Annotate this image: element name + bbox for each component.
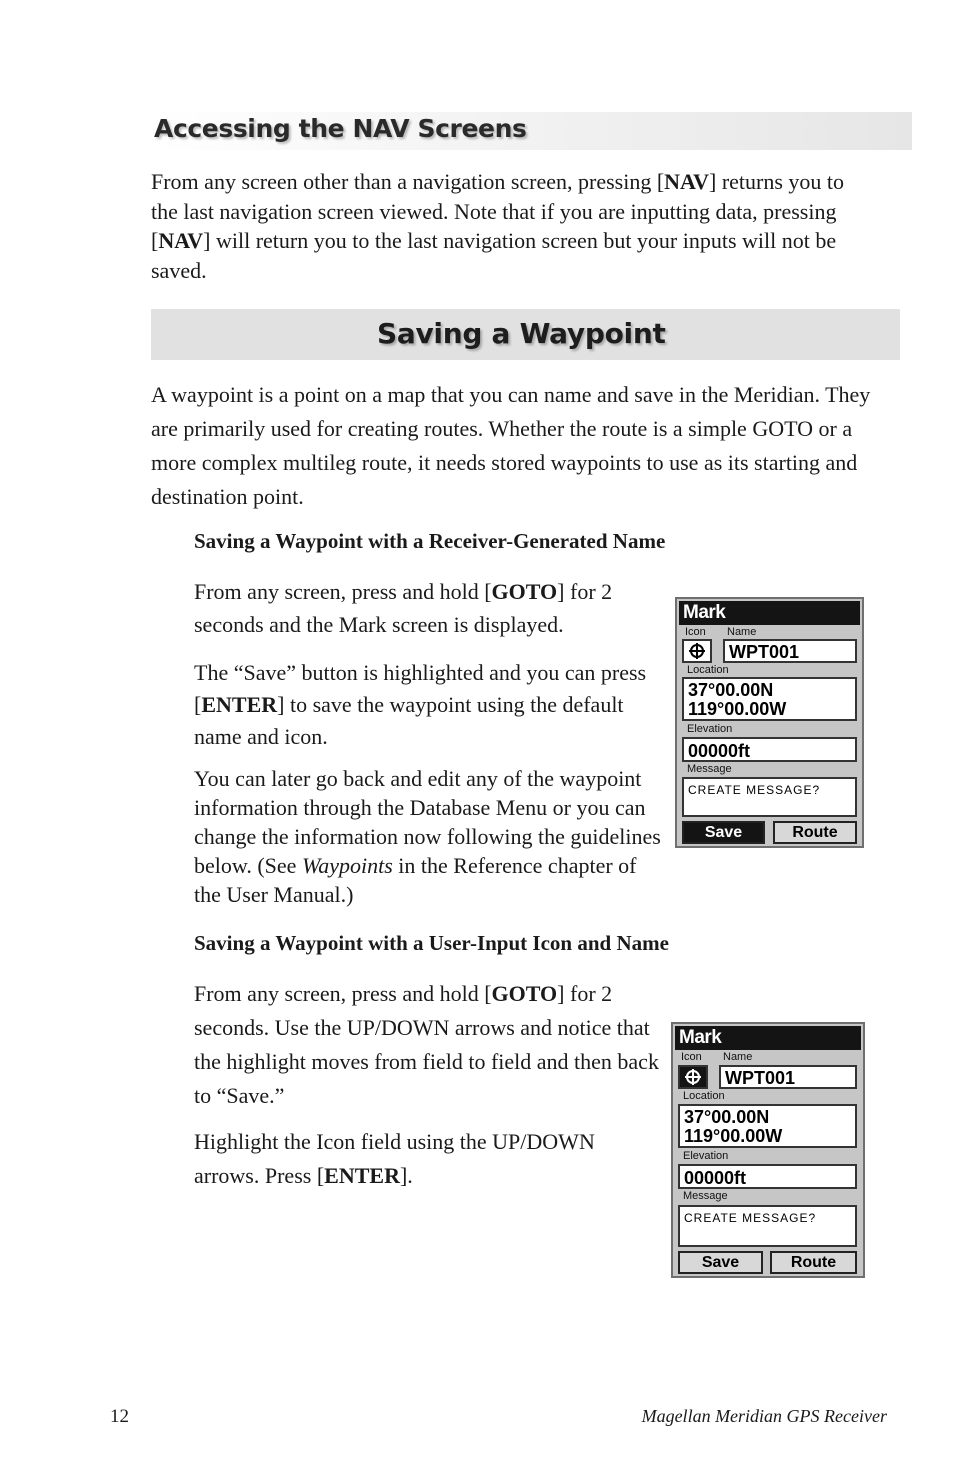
text-run: From any screen, press and hold [ (194, 981, 492, 1006)
icon-label: Icon (685, 626, 706, 638)
gps-title-bar (675, 1026, 861, 1050)
message-value: CREATE MESSAGE? (688, 783, 821, 797)
text-run: ] for 2 seconds and the Mark screen is displayed. (194, 579, 613, 637)
location-field[interactable] (682, 677, 857, 721)
reference-waypoints: Waypoints (301, 853, 393, 878)
section-heading-nav (152, 112, 912, 150)
gps-title: Mark (683, 602, 726, 623)
text-run: ] will return you to the last navigation screen but your inputs will not be saved. (151, 228, 837, 283)
route-button[interactable]: Route (773, 821, 857, 844)
name-label: Name (727, 626, 757, 638)
page-number: 12 (110, 1406, 129, 1427)
route-button[interactable]: Route (770, 1251, 857, 1274)
name-field[interactable] (719, 1065, 857, 1089)
text-run: You can later go back and edit any of the waypoint information through the Database Menu or you can change the information now following the guidelines below. (See (194, 766, 661, 878)
save-button[interactable]: Save (682, 821, 765, 844)
running-footer-title: Magellan Meridian GPS Receiver (641, 1406, 887, 1426)
text-run: From any screen other than a navigation screen, pressing [ (151, 169, 665, 194)
paragraph-nav (151, 167, 871, 285)
name-value: WPT001 (729, 642, 800, 662)
elevation-value: 00000ft (684, 1168, 747, 1188)
waypoint-icon-field[interactable] (682, 639, 712, 663)
latitude-value: 37°00.00N (688, 680, 774, 700)
heading-text: Saving a Waypoint (377, 317, 666, 350)
waypoint-icon-field[interactable] (678, 1065, 708, 1089)
location-label: Location (687, 664, 729, 676)
crosshair-icon (685, 1069, 701, 1085)
text-run: ] returns you to the last navigation screen viewed. Note that if you are inputting data, pressing [ (151, 169, 845, 253)
message-value: CREATE MESSAGE? (684, 1211, 817, 1225)
paragraph-goto-2 (194, 977, 664, 1113)
text-run: in the Reference chapter of the User Manual.) (194, 853, 637, 907)
heading-text: Accessing the NAV Screens (154, 114, 527, 143)
save-button[interactable]: Save (678, 1251, 763, 1274)
paragraph-save (194, 657, 654, 753)
paragraph-waypoint: A waypoint is a point on a map that you can name and save in the Meridian. They are primarily used for creating routes. Whether the route is a simple GOTO or a more complex multileg route, it needs stored waypoints to use as its starting and destination point. (151, 382, 871, 509)
crosshair-icon (689, 643, 705, 659)
elevation-field[interactable] (682, 737, 857, 762)
message-label: Message (683, 1190, 728, 1202)
key-nav: NAV (664, 169, 709, 194)
longitude-value: 119°00.00W (684, 1126, 783, 1146)
subheading-user-input: Saving a Waypoint with a User-Input Icon and Name (194, 931, 669, 955)
elevation-label: Elevation (683, 1150, 729, 1162)
message-field[interactable] (682, 777, 857, 817)
gps-mark-screen-2 (671, 1022, 865, 1278)
name-field[interactable] (723, 639, 857, 663)
elevation-field[interactable] (678, 1164, 857, 1189)
gps-mark-screen-1 (675, 597, 864, 848)
longitude-value: 119°00.00W (688, 699, 787, 719)
message-field[interactable] (678, 1205, 857, 1247)
elevation-value: 00000ft (688, 741, 751, 761)
paragraph-highlight (194, 1125, 654, 1193)
gps-title-bar (679, 601, 860, 625)
section-heading-saving (151, 309, 900, 360)
key-enter: ENTER (201, 692, 278, 717)
text-run: ] for 2 seconds. Use the UP/DOWN arrows and notice that the highlight moves from field to field and then back to “Save.” (194, 981, 659, 1108)
key-nav: NAV (158, 228, 204, 253)
latitude-value: 37°00.00N (684, 1107, 770, 1127)
key-goto: GOTO (491, 579, 558, 604)
key-enter: ENTER (324, 1163, 400, 1188)
name-value: WPT001 (725, 1068, 796, 1088)
text-run: From any screen, press and hold [ (194, 579, 492, 604)
subheading-receiver-name: Saving a Waypoint with a Receiver-Generated Name (194, 529, 666, 553)
location-label: Location (683, 1090, 725, 1102)
gps-title: Mark (679, 1027, 722, 1048)
elevation-label: Elevation (687, 723, 733, 735)
message-label: Message (687, 763, 732, 775)
name-label: Name (723, 1051, 753, 1063)
paragraph-goto-1 (194, 575, 654, 641)
paragraph-later (194, 764, 664, 909)
text-run: ] to save the waypoint using the default name and icon. (194, 692, 624, 749)
text-run: ]. (399, 1163, 413, 1188)
key-goto: GOTO (491, 981, 558, 1006)
icon-label: Icon (681, 1051, 702, 1063)
location-field[interactable] (678, 1104, 857, 1148)
text-run: Highlight the Icon field using the UP/DOWN arrows. Press [ (194, 1129, 595, 1188)
text-run: The “Save” button is highlighted and you can press [ (194, 660, 647, 717)
